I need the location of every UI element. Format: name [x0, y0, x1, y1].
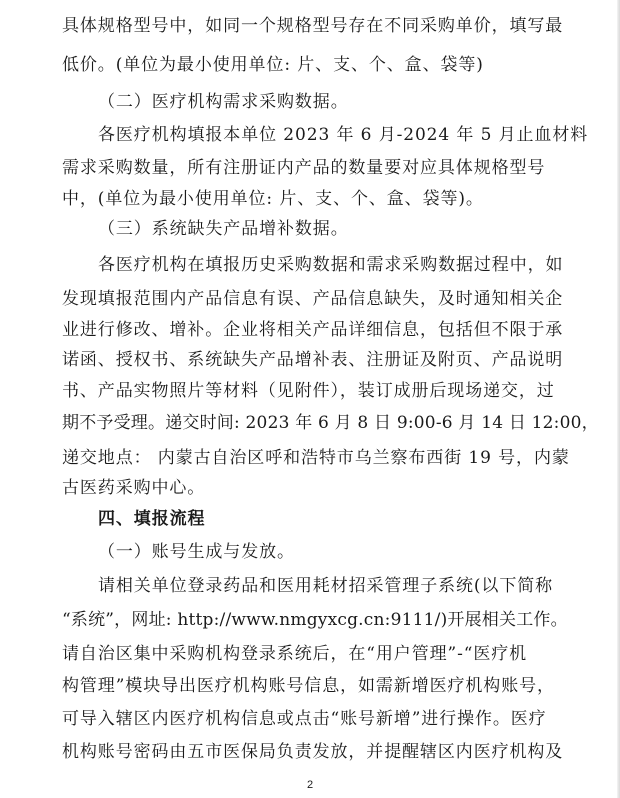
body-line: 中，(单位为最小使用单位: 片、支、个、盒、袋等)。	[62, 189, 484, 209]
section-heading: 四、填报流程	[98, 509, 206, 529]
body-line: 各医疗机构填报本单位 2023 年 6 月-2024 年 5 月止血材料	[98, 125, 589, 145]
body-line: 低价。(单位为最小使用单位: 片、支、个、盒、袋等)	[62, 55, 484, 75]
body-line: 递交地点： 内蒙古自治区呼和浩特市乌兰察布西街 19 号，内蒙	[62, 448, 570, 468]
body-line: 构管理”模块导出医疗机构账号信息，如需新增医疗机构账号，	[62, 676, 555, 696]
body-line: 诺函、授权书、系统缺失产品增补表、注册证及附页、产品说明	[62, 350, 564, 370]
body-line: 发现填报范围内产品信息有误、产品信息缺失，及时通知相关企	[62, 289, 564, 309]
section-subheading: （三）系统缺失产品增补数据。	[98, 219, 349, 239]
body-line: 需求采购数量，所有注册证内产品的数量要对应具体规格型号	[62, 158, 546, 178]
body-line: 具体规格型号中，如同一个规格型号存在不同采购单价，填写最	[62, 16, 564, 36]
section-subheading: （二）医疗机构需求采购数据。	[98, 92, 349, 112]
body-line: 各医疗机构在填报历史采购数据和需求采购数据过程中，如	[98, 255, 564, 275]
body-line: 古医药采购中心。	[62, 478, 206, 498]
body-line: “系统”，网址: http://www.nmgyxcg.cn:9111/)开展相关工作。	[62, 610, 568, 630]
section-subheading: （一）账号生成与发放。	[98, 542, 295, 562]
body-line: 机构账号密码由五市医保局负责发放，并提醒辖区内医疗机构及	[62, 742, 564, 762]
page-number: 2	[306, 779, 314, 791]
body-line: 书、产品实物照片等材料（见附件），装订成册后现场递交，过	[62, 381, 555, 401]
body-line: 请自治区集中采购机构登录系统后，在“用户管理”-“医疗机	[62, 644, 528, 664]
body-line: 业进行修改、增补。企业将相关产品详细信息，包括但不限于承	[62, 320, 564, 340]
body-line: 可导入辖区内医疗机构信息或点击“账号新增”进行操作。医疗	[62, 709, 547, 729]
body-line: 请相关单位登录药品和医用耗材招采管理子系统(以下简称	[98, 576, 554, 596]
body-line: 期不予受理。递交时间: 2023 年 6 月 8 日 9:00-6 月 14 日 12:00，	[62, 413, 599, 433]
